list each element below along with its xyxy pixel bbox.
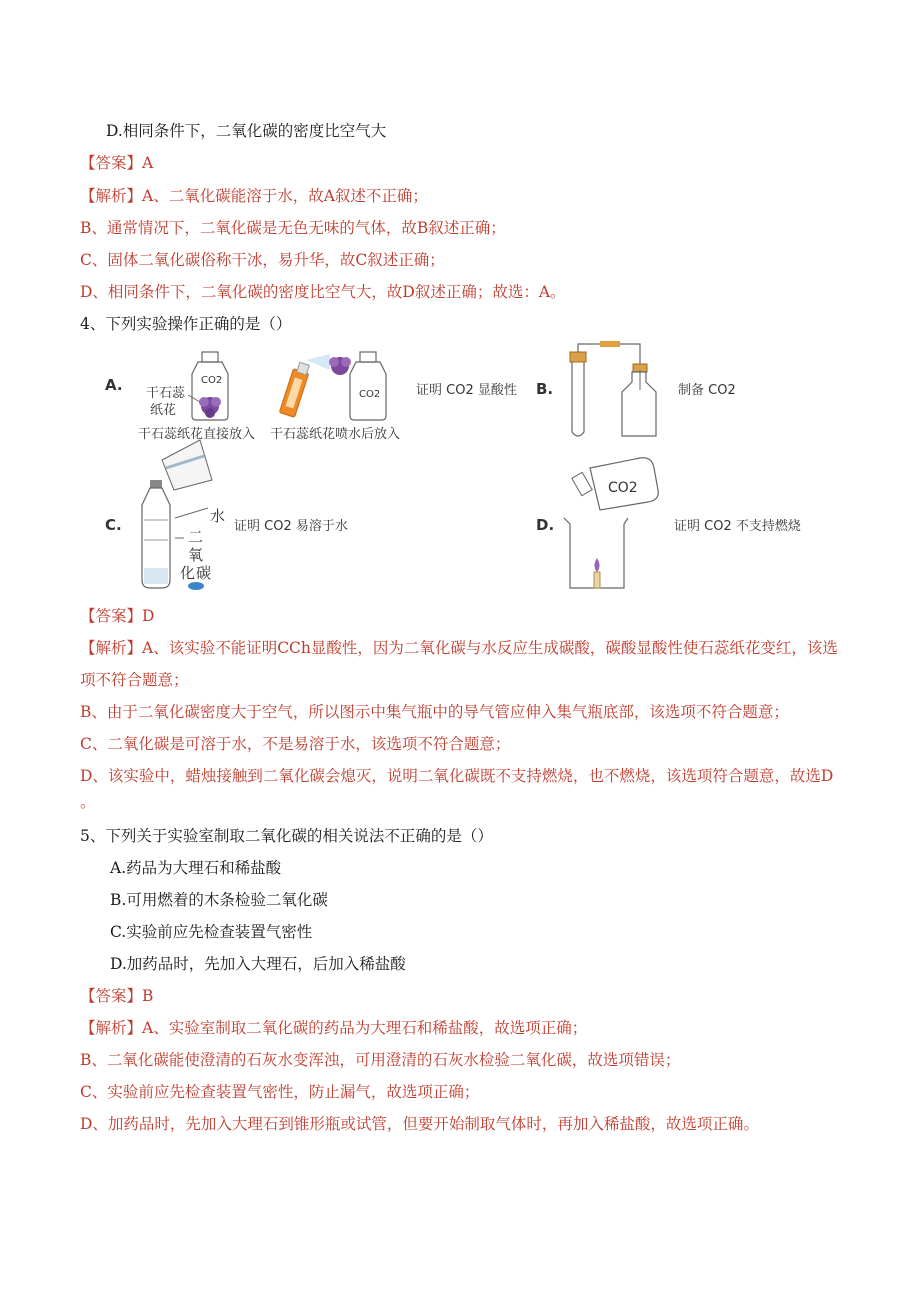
gas-generation-apparatus: [570, 341, 656, 436]
q4-experiment-figure: [100, 340, 840, 600]
experiment-illustration: [100, 340, 840, 600]
q5-answer: 【答案】B: [80, 987, 154, 1005]
fig-b-letter: B.: [536, 380, 554, 398]
gas-bottle-1: [188, 352, 228, 420]
q4-analysis-line: B、由于二氧化碳密度大于空气，所以图示中集气瓶中的导气管应伸入集气瓶底部，该选项不符合题意；: [80, 703, 789, 721]
spray-bottle-icon: [279, 354, 330, 417]
q5-analysis-line: D、加药品时，先加入大理石到锥形瓶或试管，但要开始制取气体时，再加入稀盐酸，故选项正确。: [80, 1115, 759, 1133]
q5-option: C.实验前应先检查装置气密性: [110, 923, 313, 941]
fig-c-purpose: 证明 CO2 易溶于水: [234, 519, 348, 534]
fig-c-co2: 氧: [188, 546, 204, 564]
q5-option: A.药品为大理石和稀盐酸: [110, 859, 282, 877]
q4-analysis-line: D、该实验中，蜡烛接触到二氧化碳会熄灭，说明二氧化碳既不支持燃烧，也不燃烧，该选项符合题意，故选D: [80, 767, 834, 785]
q5-option: D.加药品时，先加入大理石，后加入稀盐酸: [110, 955, 406, 973]
q4-analysis-line: C、二氧化碳是可溶于水，不是易溶于水，该选项不符合题意；: [80, 735, 511, 753]
q4-analysis-line: 【解析】A、该实验不能证明CCh显酸性，因为二氧化碳与水反应生成碳酸，碳酸显酸性使石蕊纸花变红，该选: [80, 639, 838, 657]
fig-c-water: 水: [210, 507, 226, 525]
fig-a-purpose: 证明 CO2 显酸性: [416, 383, 517, 398]
fig-a-letter: A.: [105, 376, 123, 394]
fig-c-co2: 碳: [196, 564, 212, 582]
q5-analysis-line: C、实验前应先检查装置气密性，防止漏气，故选项正确；: [80, 1083, 480, 1101]
q3-analysis-line: D、相同条件下，二氧化碳的密度比空气大，故D叙述正确；故选：A。: [80, 283, 566, 301]
q3-analysis-line: C、固体二氧化碳俗称干冰，易升华，故C叙述正确；: [80, 251, 445, 269]
q5-stem: 5、下列关于实验室制取二氧化碳的相关说法不正确的是（）: [80, 827, 493, 845]
q3-answer: 【答案】A: [80, 154, 154, 172]
d-bottle-label: CO2: [608, 480, 638, 496]
co2-pouring-bottle: [572, 458, 658, 510]
fig-d-letter: D.: [536, 516, 555, 534]
bottle-1-label: CO2: [201, 375, 223, 386]
fig-a-flower-label: 纸花: [150, 403, 177, 418]
q3-analysis-line: 【解析】A、二氧化碳能溶于水，故A叙述不正确；: [80, 187, 428, 205]
bottle-2-label: CO2: [359, 389, 381, 400]
q5-analysis-line: 【解析】A、实验室制取二氧化碳的药品为大理石和稀盐酸，故选项正确；: [80, 1019, 588, 1037]
q5-option: B.可用燃着的木条检验二氧化碳: [110, 891, 328, 909]
fig-a-caption-2: 干石蕊纸花喷水后放入: [270, 427, 401, 442]
litmus-flower-icon: [329, 357, 351, 375]
q3-option-d: D.相同条件下，二氧化碳的密度比空气大: [106, 122, 387, 140]
fig-a-caption-1: 干石蕊纸花直接放入: [138, 427, 256, 442]
fig-d-purpose: 证明 CO2 不支持燃烧: [674, 519, 801, 534]
gas-bottle-2: [350, 352, 386, 420]
q4-stem: 4、下列实验操作正确的是（）: [80, 315, 292, 333]
q5-analysis-line: B、二氧化碳能使澄清的石灰水变浑浊，可用澄清的石灰水检验二氧化碳，故选项错误；: [80, 1051, 681, 1069]
fig-c-letter: C.: [105, 516, 122, 534]
litmus-flower-icon: [199, 397, 221, 418]
q4-answer: 【答案】D: [80, 607, 155, 625]
beaker-with-candle: [564, 518, 628, 588]
q4-analysis-line: 项不符合题意；: [80, 671, 189, 689]
q4-analysis-line: 。: [80, 793, 96, 811]
fig-c-co2: 化: [180, 564, 196, 582]
fig-b-purpose: 制备 CO2: [678, 383, 736, 398]
fig-c-co2: 二: [188, 528, 204, 546]
q3-analysis-line: B、通常情况下，二氧化碳是无色无味的气体，故B叙述正确；: [80, 219, 506, 237]
fig-a-flower-label: 干石蕊: [146, 386, 186, 401]
